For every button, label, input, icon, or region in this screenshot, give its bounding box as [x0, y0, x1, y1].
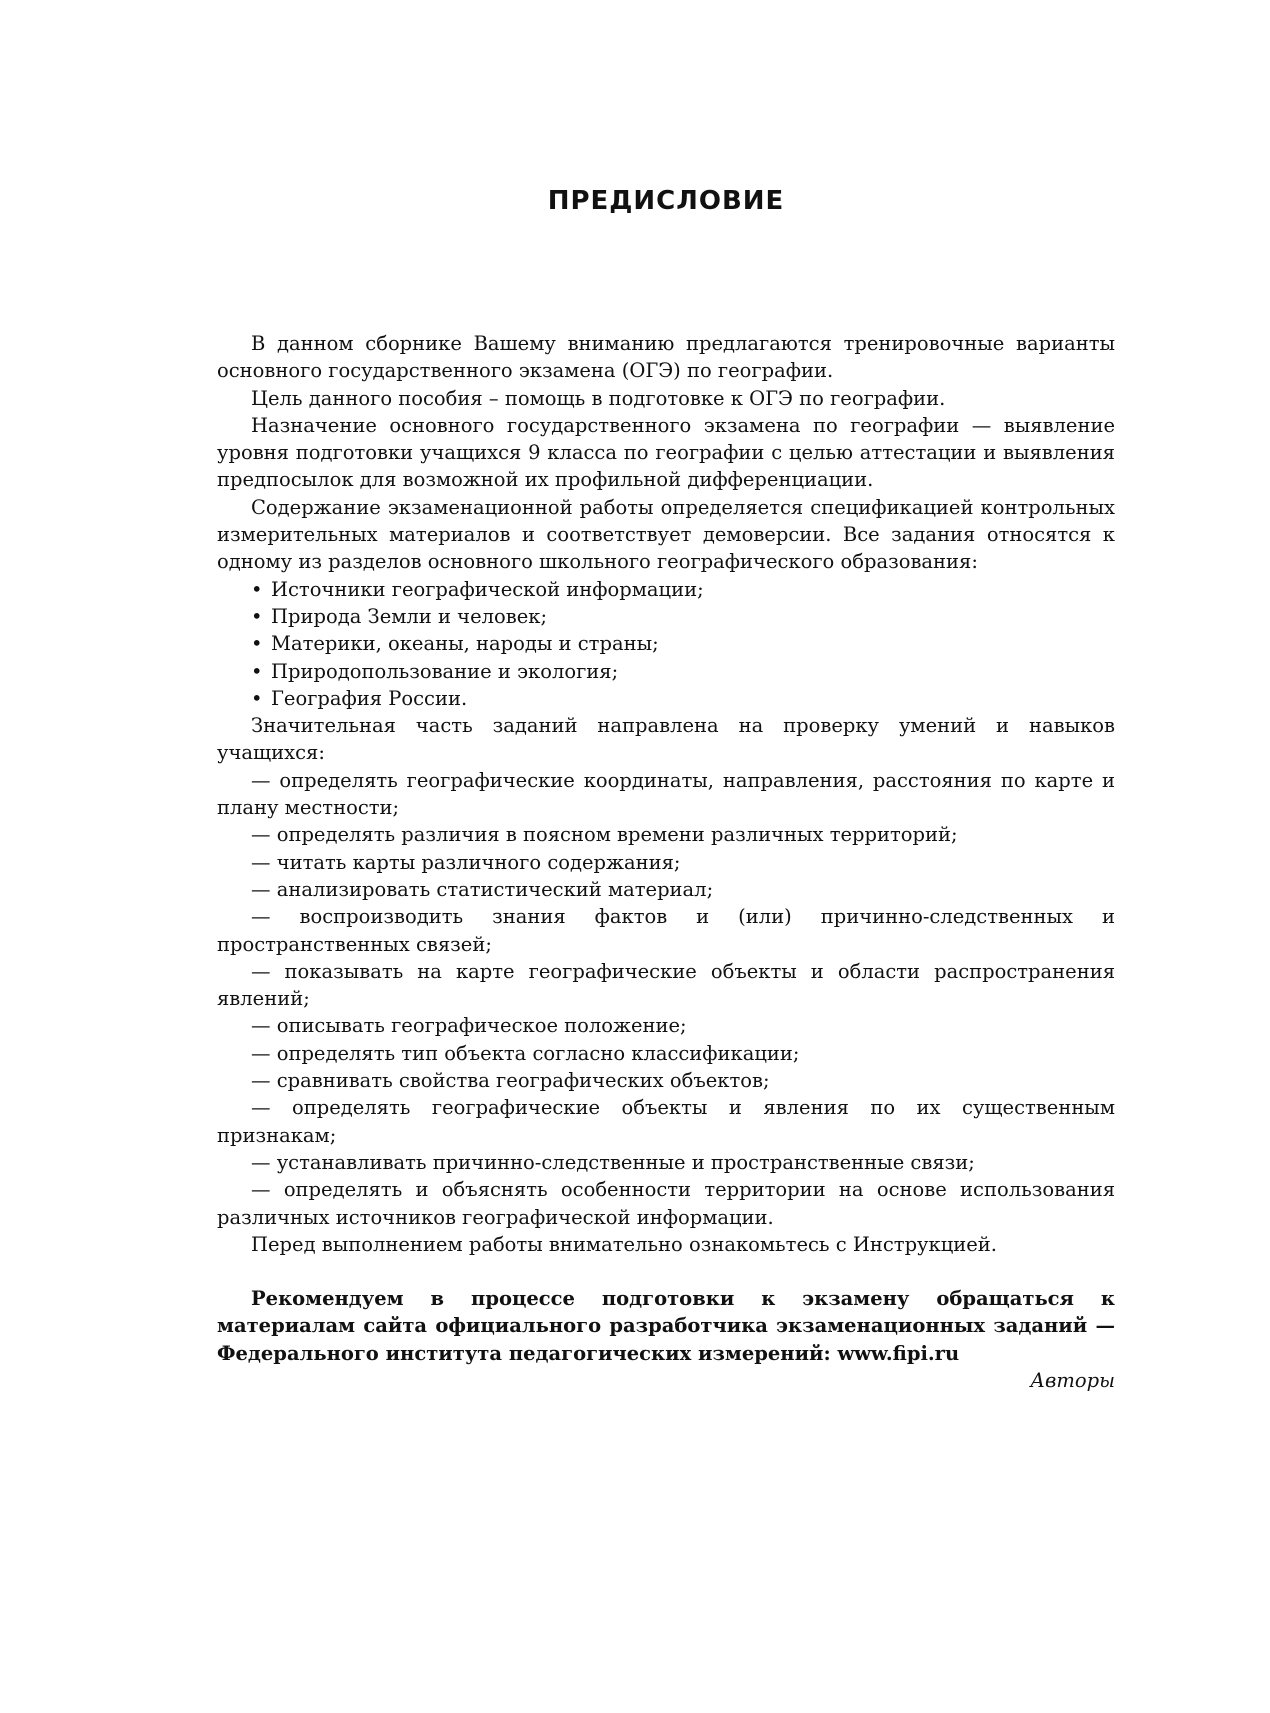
dash-icon: —	[251, 1178, 271, 1202]
intro-paragraph: В данном сборнике Вашему вниманию предлагаются тренировочные варианты основного государственного экзамена (ОГЭ) по географии.	[217, 332, 1115, 383]
dash-icon: —	[251, 850, 271, 874]
list-item: — сравнивать свойства географических объектов;	[251, 1069, 770, 1093]
list-item: — устанавливать причинно-следственные и пространственные связи;	[251, 1150, 975, 1174]
list-item: • География России.	[217, 685, 1115, 712]
list-item: • Источники географической информации;	[217, 576, 1115, 603]
list-item: • Природа Земли и человек;	[217, 603, 1115, 630]
page-title: ПРЕДИСЛОВИЕ	[547, 186, 785, 216]
dash-icon: —	[251, 905, 271, 929]
list-item: — анализировать статистический материал;	[251, 877, 714, 901]
skills-list	[217, 767, 1115, 1231]
dash-icon: —	[251, 1096, 271, 1120]
skills-intro-paragraph: Значительная часть заданий направлена на проверку умений и навыков учащихся:	[217, 714, 1115, 765]
list-item: • Природопользование и экология;	[217, 658, 1115, 685]
list-item: • Материки, океаны, народы и страны;	[217, 630, 1115, 657]
list-item: — читать карты различного содержания;	[251, 850, 681, 874]
authors-signature: Авторы	[1030, 1368, 1115, 1392]
dash-icon: —	[251, 959, 271, 983]
list-item: — определять и объяснять особенности территории на основе использования различных источников географической информации.	[217, 1178, 1115, 1229]
list-item: — определять тип объекта согласно классификации;	[251, 1041, 800, 1065]
dash-icon: —	[251, 877, 271, 901]
list-item: — определять различия в поясном времени различных территорий;	[251, 823, 958, 847]
bullet-icon: •	[251, 686, 263, 710]
dash-icon: —	[251, 1041, 271, 1065]
list-item: — определять географические координаты, направления, расстояния по карте и плану местности;	[217, 768, 1115, 820]
list-item: — воспроизводить знания фактов и (или) причинно-следственных и пространственных связей;	[217, 905, 1115, 956]
purpose-paragraph: Назначение основного государственного экзамена по географии — выявление уровня подготовки учащихся 9 класса по географии с целью аттестации и выявления предпосылок для возможной их профильной дифференциации.	[217, 413, 1115, 492]
content-paragraph: Содержание экзаменационной работы определяется спецификацией контрольных измерительных материалов и соответствует демоверсии. Все задания относятся к одному из разделов основного школьного географического образования:	[217, 495, 1115, 574]
preface-body	[217, 330, 1115, 1394]
dash-icon: —	[251, 1069, 271, 1093]
dash-icon: —	[251, 1150, 271, 1174]
bullet-icon: •	[251, 604, 263, 628]
bullet-icon: •	[251, 632, 263, 656]
list-item: — показывать на карте географические объекты и области распространения явлений;	[217, 959, 1115, 1011]
dash-icon: —	[251, 768, 271, 792]
bullet-icon: •	[251, 577, 263, 601]
list-item: — описывать географическое положение;	[251, 1014, 687, 1038]
bullet-icon: •	[251, 659, 263, 683]
dash-icon: —	[251, 823, 271, 847]
goal-paragraph: Цель данного пособия – помощь в подготовке к ОГЭ по географии.	[251, 386, 946, 410]
list-item: — определять географические объекты и явления по их существенным признакам;	[217, 1096, 1115, 1147]
recommendation-paragraph: Рекомендуем в процессе подготовки к экзамену обращаться к материалам сайта официального разработчика экзаменационных заданий — Федерального института педагогических измерений: www.fipi.ru	[217, 1287, 1115, 1365]
sections-list	[217, 576, 1115, 712]
before-work-paragraph: Перед выполнением работы внимательно ознакомьтесь с Инструкцией.	[251, 1232, 997, 1256]
dash-icon: —	[251, 1014, 271, 1038]
